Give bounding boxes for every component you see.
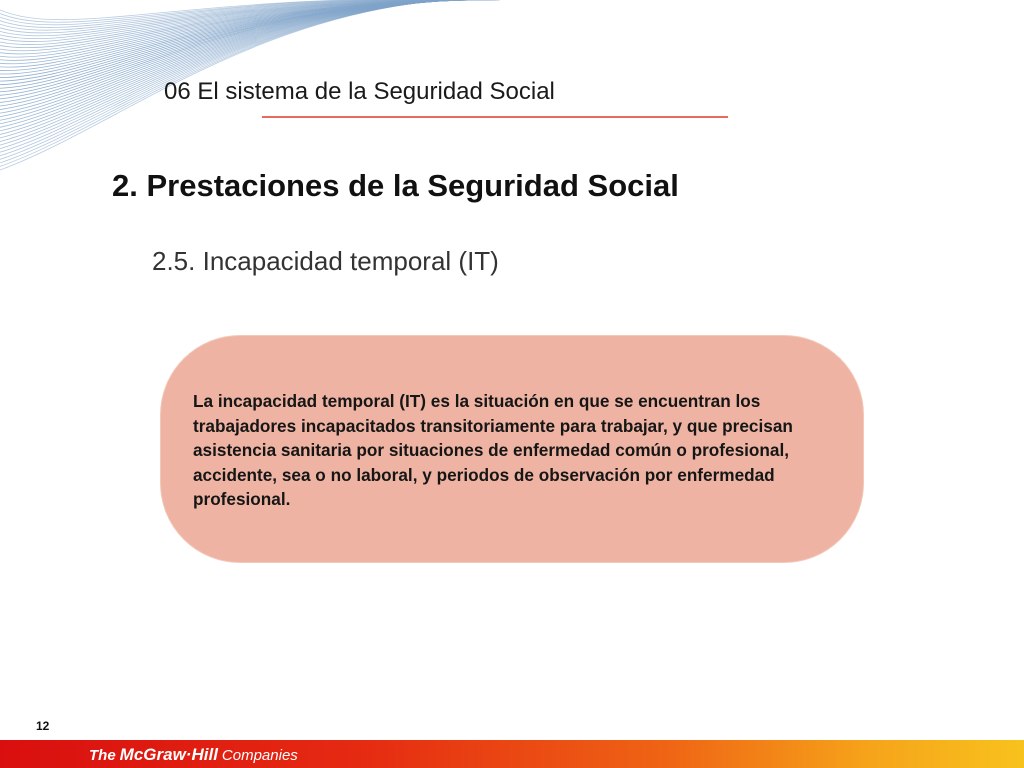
chapter-divider-line <box>262 116 728 118</box>
publisher-logo <box>89 745 298 765</box>
definition-text: La incapacidad temporal (IT) es la situación en que se encuentran los trabajadores incapacitados transitoriamente para trabajar, y que precisan asistencia sanitaria por situaciones de enfermedad común o profesional, accidente, sea o no laboral, y periodos de observación por enfermedad profesional. <box>193 391 793 509</box>
logo-companies-text: Companies <box>221 747 298 764</box>
section-title: 2. Prestaciones de la Seguridad Social <box>112 168 679 203</box>
wave-line <box>0 0 472 85</box>
chapter-title: 06 El sistema de la Seguridad Social <box>164 78 555 105</box>
definition-box <box>160 335 864 563</box>
logo-the-text: The <box>89 747 116 764</box>
footer-bar <box>0 740 1024 768</box>
subsection-title: 2.5. Incapacidad temporal (IT) <box>152 246 499 276</box>
page-number: 12 <box>36 719 50 733</box>
logo-name-text: McGraw·Hill <box>119 745 218 764</box>
